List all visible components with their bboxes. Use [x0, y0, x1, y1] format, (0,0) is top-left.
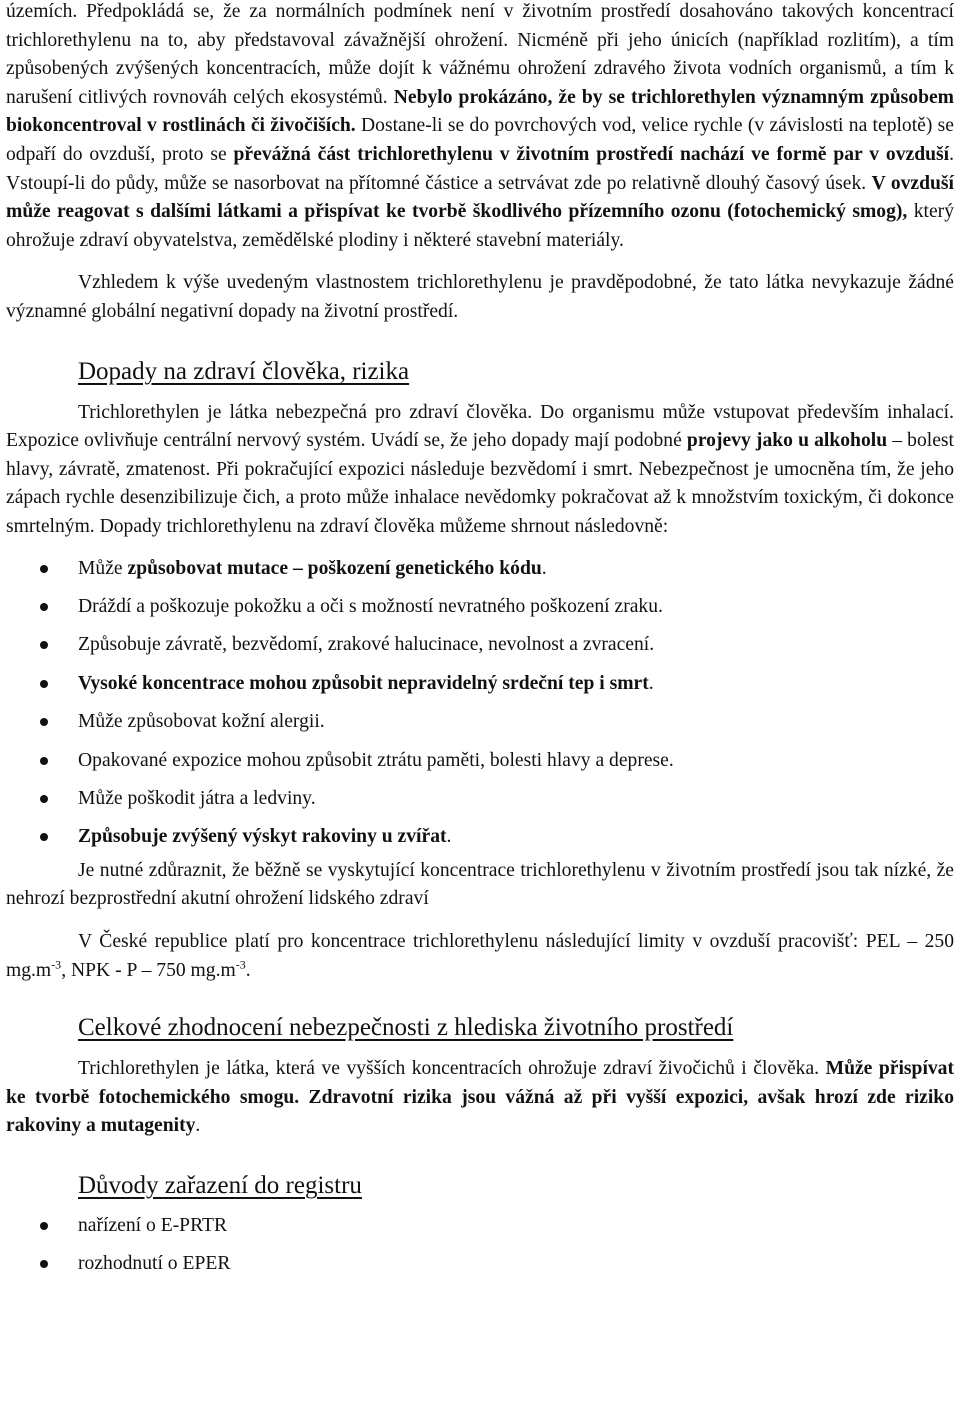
- health-effects-list: [6, 550, 954, 857]
- environment-paragraph: [6, 0, 954, 255]
- bullet-icon: [40, 833, 48, 841]
- list-item: Způsobuje závratě, bezvědomí, zrakové halucinace, nevolnost a zvracení.: [6, 626, 954, 664]
- list-item: nařízení o E-PRTR: [6, 1207, 954, 1245]
- bullet-icon: [40, 795, 48, 803]
- list-item: Může poškodit játra a ledviny.: [6, 780, 954, 818]
- bold-run: projevy jako u alkoholu: [686, 430, 888, 452]
- text-run: . Vstoupí-li do půdy, může se nasorbovat na přítomné částice a setrvávat zde po relativně dlouhý časový úsek.: [6, 143, 954, 194]
- document-page: [6, 0, 954, 1284]
- text-run: .: [195, 1115, 201, 1137]
- limits-paragraph: [6, 928, 954, 985]
- list-item: Vysoké koncentrace mohou způsobit nepravidelný srdeční tep i smrt.: [6, 665, 954, 703]
- bullet-icon: [40, 680, 48, 688]
- list-item: Může způsobovat mutace – poškození genetického kódu.: [6, 550, 954, 588]
- overall-paragraph: [6, 1055, 954, 1141]
- text-run: který ohrožuje zdraví obyvatelstva, zemědělské plodiny i některé stavební materiály.: [6, 201, 954, 251]
- text-run: – bolest hlavy, závratě, zmatenost. Při pokračující expozici následuje bezvědomí i smrt. Nebezpečnost je umocněna tím, že jeho zápach rychle desenzibilizuje čich, a proto může inhalace nevědomky pokračovat až k množstvím toxickým, či dokonce smrtelným. Dopady trichlorethylenu na zdraví člověka můžeme shrnout následovně:: [6, 430, 954, 537]
- text-run: Trichlorethylen je látka, která ve vyšších koncentracích ohrožuje zdraví živočichů i člověka.: [78, 1058, 826, 1080]
- bullet-icon: [40, 718, 48, 726]
- bullet-icon: [40, 565, 48, 573]
- list-item: Dráždí a poškozuje pokožku a oči s možností nevratného poškození zraku.: [6, 588, 954, 626]
- bold-run: Nebylo prokázáno, že by se trichlorethylen významným způsobem biokoncentroval v rostlinách či živočiších.: [6, 86, 954, 137]
- list-item: Opakované expozice mohou způsobit ztrátu paměti, bolesti hlavy a deprese.: [6, 742, 954, 780]
- global-impact-paragraph: Vzhledem k výše uvedeným vlastnostem trichlorethylenu je pravděpodobné, že tato látka nevykazuje žádné významné globální negativní dopady na životní prostředí.: [6, 272, 954, 322]
- bullet-icon: [40, 1222, 48, 1230]
- bullet-icon: [40, 757, 48, 765]
- text-run: územích. Předpokládá se, že za normálních podmínek není v životním prostředí dosahováno takových koncentrací trichlorethylenu na to, aby představoval závažnější ohrožení. Nicméně při jeho únicích (například rozlitím), a tím způsobených zvýšených koncentracích, může dojít k vážnému ohrožení zdravého života vodních organismů, a tím k narušení citlivých rovnováh celých ekosystémů.: [6, 1, 954, 108]
- bold-run: převážná část trichlorethylenu v životním prostředí nachází ve formě par v ovzduší: [233, 143, 950, 165]
- list-item: rozhodnutí o EPER: [6, 1245, 954, 1283]
- section-heading-registry: Důvody zařazení do registru: [78, 1171, 362, 1199]
- list-item: Způsobuje zvýšený výskyt rakoviny u zvířat.: [6, 818, 954, 856]
- text-run: Dostane-li se do povrchových vod, velice rychle (v závislosti na teplotě) se odpaří do ovzduší, proto se: [6, 115, 955, 165]
- section-heading-overall: Celkové zhodnocení nebezpečnosti z hlediska životního prostředí: [78, 1014, 734, 1042]
- bullet-icon: [40, 641, 48, 649]
- low-concentration-paragraph: Je nutné zdůraznit, že běžně se vyskytující koncentrace trichlorethylenu v životním prostředí jsou tak nízké, že nehrozí bezprostřední akutní ohrožení lidského zdraví: [6, 859, 954, 910]
- bullet-icon: [40, 603, 48, 611]
- bold-run: Může přispívat ke tvorbě fotochemického smogu. Zdravotní rizika jsou vážná až při vyšší expozici, avšak hrozí zde riziko rakoviny a mutagenity: [6, 1058, 955, 1137]
- registry-reasons-list: [6, 1207, 954, 1284]
- list-item: Může způsobovat kožní alergii.: [6, 703, 954, 741]
- bullet-icon: [40, 1260, 48, 1268]
- health-paragraph: [6, 399, 954, 542]
- text-run: V České republice platí pro koncentrace trichlorethylenu následující limity v ovzduší pracovišť: PEL – 250 mg.m: [6, 930, 954, 981]
- bold-run: V ovzduší může reagovat s dalšími látkami a přispívat ke tvorbě škodlivého přízemního ozonu (fotochemický smog),: [6, 172, 954, 223]
- text-run: , NPK - P – 750 mg.m: [61, 959, 236, 981]
- text-run: .: [245, 959, 251, 981]
- superscript: -3: [235, 957, 246, 971]
- superscript: -3: [51, 957, 62, 971]
- section-heading-health: Dopady na zdraví člověka, rizika: [78, 357, 410, 385]
- text-run: Trichlorethylen je látka nebezpečná pro zdraví člověka. Do organismu může vstupovat především inhalací. Expozice ovlivňuje centrální nervový systém. Uvádí se, že jeho dopady mají podobné: [6, 401, 954, 452]
